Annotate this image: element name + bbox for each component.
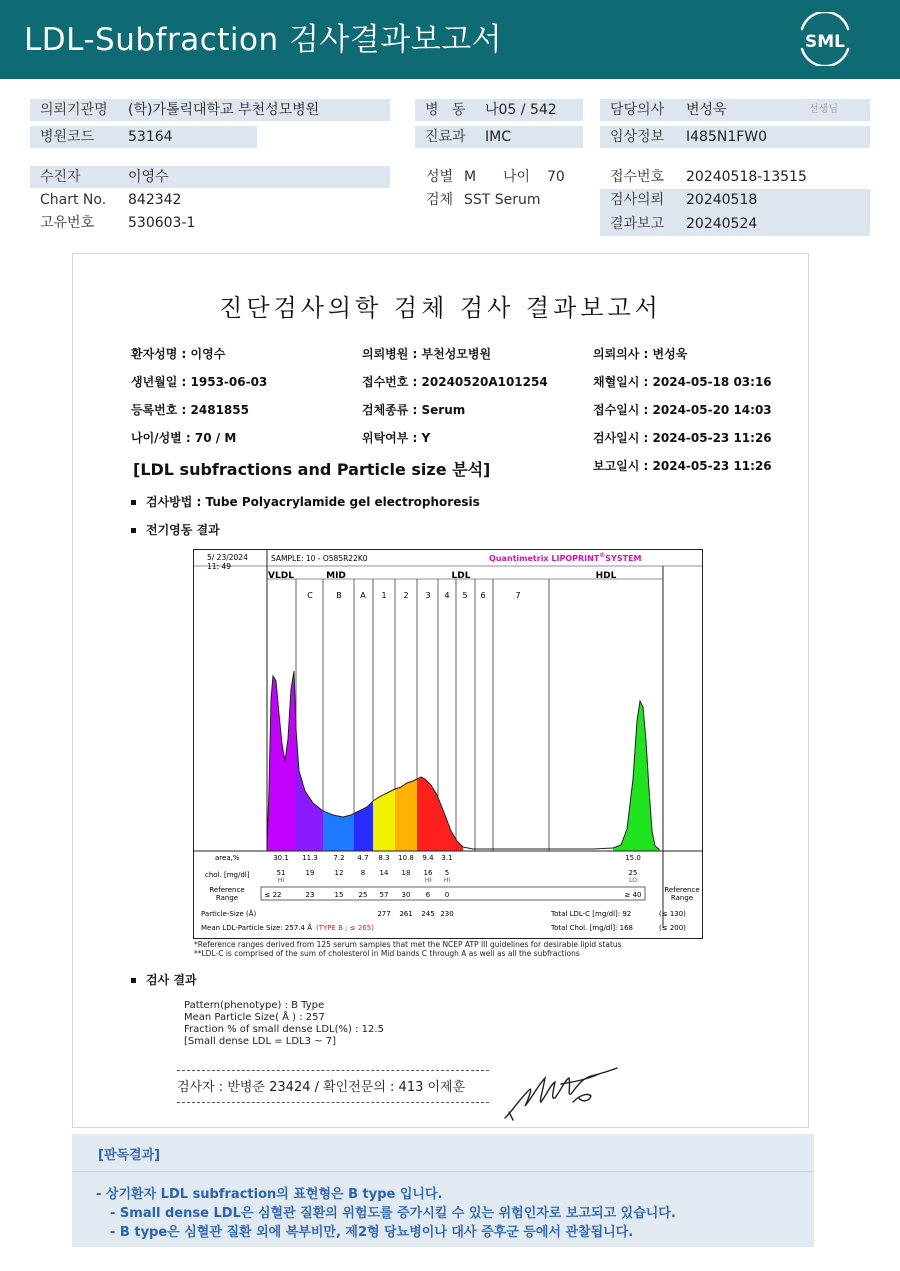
field-tested: 검사일시 : 2024-05-23 11:26 [593,431,772,445]
total-chol-ref: (≤ 200) [659,924,686,932]
bullet-icon [131,978,136,983]
area-value: 8.3 [378,854,390,862]
age-value: 70 [547,169,565,185]
band-label-4: 4 [444,591,450,600]
dept-field: 진료과 IMC [415,126,583,148]
patient-field: 수진자 이영수 [30,166,390,188]
group-hdl: HDL [595,571,617,581]
chol-value: 5 [444,869,450,877]
bullet-icon [131,528,136,533]
band-label-7: 7 [515,591,521,600]
ref-value: ≤ 22 [264,891,282,899]
flag-value: HI [424,877,432,884]
header-bar [0,0,900,79]
band-label-5: 5 [462,591,468,600]
specimen-value: SST Serum [464,192,541,208]
band-label-1: 1 [381,591,387,600]
report-card [72,253,809,1128]
ref-value: 6 [425,891,431,899]
field-specimen: 검체종류 : Serum [362,403,466,417]
ref-value: ≥ 40 [624,891,642,899]
particle-value: 230 [440,910,454,918]
field-patient-name: 환자성명 : 이영수 [131,347,226,361]
chol-value: 14 [379,869,389,877]
request-field: 검사의뢰 20240518 결과보고 20240524 [600,189,870,236]
svg-text:SML: SML [805,32,845,52]
summary-size: Mean Particle Size( Å ) : 257 [184,1012,325,1023]
result-heading: 검사 결과 [131,971,197,988]
mean-particle: Mean LDL-Particle Size: 257.4 Å (TYPE B ; ≤ 265) [201,924,374,932]
field-birth: 생년월일 : 1953-06-03 [131,375,268,389]
ref-label-1: Reference [209,886,245,894]
hospital-code-field: 병원코드 53164 [30,126,257,148]
particle-label: Particle-Size (Å) [201,910,257,918]
area-label: area,% [215,854,240,862]
group-mid: MID [326,571,346,581]
field-collected: 채혈일시 : 2024-05-18 03:16 [593,375,772,389]
field-receipt-no: 접수번호 : 20240520A101254 [362,375,548,389]
ref-right-2: Range [670,894,694,902]
footnote-2: **LDL-C is comprised of the sum of cholesterol in Mid bands C through A as well as all the subfractions [194,949,580,958]
ref-value: 15 [334,891,344,899]
gel-date: 5/ 23/2024 [207,553,248,562]
sig-divider-bottom [177,1102,489,1103]
particle-value: 261 [399,910,413,918]
chol-value: 25 [628,869,638,877]
band-label-6: 6 [480,591,486,600]
age-label: 나이 [503,169,531,185]
page-title: LDL-Subfraction 검사결과보고서 [24,22,503,58]
chol-value: 8 [360,869,366,877]
ref-value: 57 [379,891,389,899]
footnote-1: *Reference ranges derived from 125 serum samples that met the NCEP ATP III guidelines for desirable lipid status [194,940,622,949]
gel-brand: Quantimetrix LIPOPRINT®SYSTEM [489,552,642,563]
ref-value: 30 [401,891,411,899]
doctor-field: 담당의사 변성욱 선생님 [600,99,870,121]
area-value: 15.0 [625,854,641,862]
gel-sample: SAMPLE: 10 - O585R22K0 [271,554,368,563]
interpretation-divider [72,1171,814,1172]
particle-value: 245 [421,910,435,918]
band-label-C: C [307,591,313,600]
interpretation-line-1: - 상기환자 LDL subfraction의 표현형은 B type 입니다. [96,1187,443,1202]
area-value: 3.1 [441,854,453,862]
ref-value: 0 [444,891,450,899]
bullet-icon [131,500,136,505]
ref-right-1: Reference [664,886,700,894]
area-value: 9.4 [422,854,434,862]
sex-label: 성별 [426,169,454,185]
band-label-2: 2 [403,591,409,600]
total-chol: Total Chol. [mg/dl]: 168 [551,924,633,932]
clinical-field: 임상정보 I485N1FW0 [600,126,870,148]
sex-value: M [464,169,477,185]
signature-line: 검사자 : 반병준 23424 / 확인전문의 : 413 이제훈 [177,1080,466,1095]
interpretation-title: [판독결과] [98,1148,161,1163]
area-value: 7.2 [333,854,345,862]
summary-definition: [Small dense LDL = LDL3 ~ 7] [184,1036,337,1047]
chol-value: 12 [334,869,344,877]
field-age-sex: 나이/성별 : 70 / M [131,431,237,445]
flag-value: LO [629,877,637,884]
particle-value: 277 [377,910,391,918]
section-title: [LDL subfractions and Particle size 분석] [133,460,491,479]
flag-value: HI [443,877,451,884]
chol-value: 18 [401,869,411,877]
unique-no-field: 고유번호 530603-1 [40,215,196,231]
ref-label-2: Range [215,894,239,902]
field-reg-no: 등록번호 : 2481855 [131,403,249,417]
area-value: 11.3 [302,854,318,862]
band-label-B: B [336,591,342,600]
chol-value: 16 [423,869,433,877]
gel-time: 11: 49 [207,562,231,571]
sig-divider-top [177,1070,489,1071]
receipt-field: 접수번호 20240518-13515 [610,169,807,185]
report-title: 진단검사의학 검체 검사 결과보고서 [219,294,662,322]
specimen-label: 검체 [426,192,454,208]
electro-heading: 전기영동 결과 [131,521,220,538]
electrophoresis-panel [193,549,703,939]
total-ldl: Total LDL-C [mg/dl]: 92 [551,910,632,918]
interpretation-box [72,1134,814,1247]
interpretation-line-2: - Small dense LDL은 심혈관 질환의 위험도를 증가시킬 수 있는 위험인자로 보고되고 있습니다. [110,1206,676,1221]
total-ldl-ref: (≤ 130) [659,910,686,918]
group-ldl: LDL [451,571,471,581]
ref-value: 23 [305,891,315,899]
field-hospital: 의뢰병원 : 부천성모병원 [362,347,492,361]
area-value: 10.8 [398,854,414,862]
method-line: 검사방법 : Tube Polyacrylamide gel electrophoresis [131,493,480,510]
ward-field: 병 동 나05 / 542 [415,99,583,121]
band-label-3: 3 [425,591,431,600]
summary-fraction: Fraction % of small dense LDL(%) : 12.5 [184,1024,384,1035]
chart-no-field: Chart No. 842342 [40,192,182,208]
field-doctor: 의뢰의사 : 변성욱 [593,347,688,361]
area-value: 4.7 [357,854,369,862]
flag-value: HI [277,877,285,884]
summary-pattern: Pattern(phenotype) : B Type [184,1000,325,1011]
field-received: 접수일시 : 2024-05-20 14:03 [593,403,772,417]
area-value: 30.1 [273,854,289,862]
sml-logo [796,12,854,66]
band-label-A: A [360,591,366,600]
field-consign: 위탁여부 : Y [362,431,431,445]
chol-value: 51 [276,869,286,877]
field-reported: 보고일시 : 2024-05-23 11:26 [593,459,772,473]
group-vldl: VLDL [268,571,294,581]
interpretation-line-3: - B type은 심혈관 질환 외에 복부비만, 제2형 당뇨병이나 대사 증후군 등에서 관찰됩니다. [110,1225,634,1240]
chol-value: 19 [305,869,315,877]
ref-value: 25 [358,891,368,899]
institution-field: 의뢰기관명 (학)가톨릭대학교 부천성모병원 [30,99,390,121]
signature-image [499,1062,625,1124]
chol-label: chol. [mg/dl] [205,871,250,879]
